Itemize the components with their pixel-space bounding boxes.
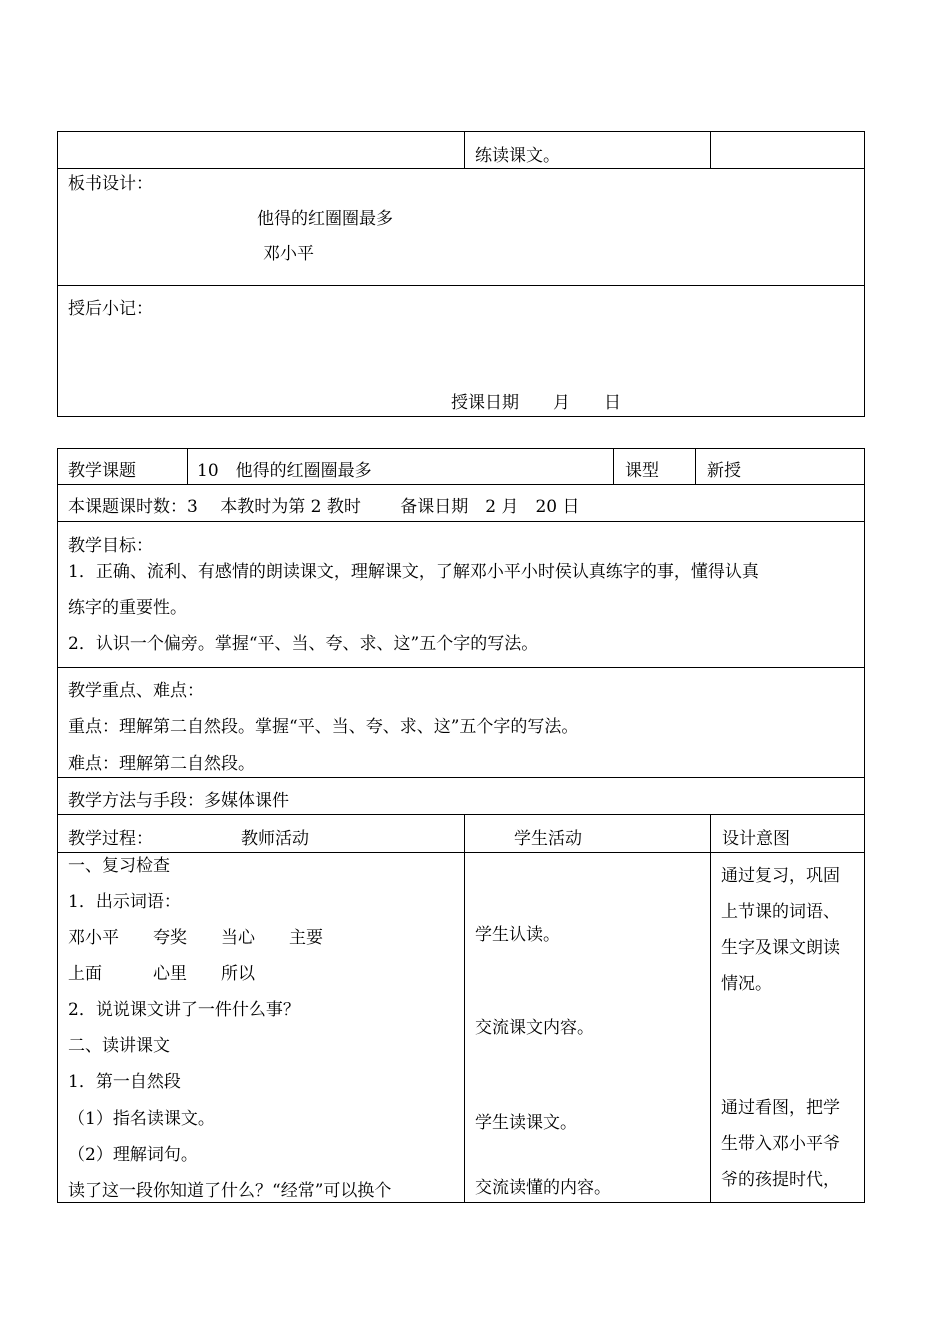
teacher-line: 1．出示词语： bbox=[68, 892, 181, 912]
teacher-line: 上面 心里 所以 bbox=[68, 964, 255, 984]
lesson-date: 授课日期 月 日 bbox=[451, 393, 621, 413]
key-point: 重点：理解第二自然段。掌握“平、当、夸、求、这”五个字的写法。 bbox=[68, 717, 579, 737]
keypoints-label: 教学重点、难点： bbox=[68, 681, 204, 701]
col-divider bbox=[710, 814, 711, 1203]
post-lesson-notes-label: 授后小记： bbox=[68, 299, 153, 319]
teacher-line: 1．第一自然段 bbox=[68, 1072, 181, 1092]
teacher-line: 2．说说课文讲了一件什么事？ bbox=[68, 1000, 300, 1020]
top-table-divider bbox=[710, 131, 711, 169]
teacher-line: 读了这一段你知道了什么？“经常”可以换个 bbox=[68, 1181, 392, 1201]
process-label: 教学过程： bbox=[68, 829, 153, 849]
student-line: 交流读懂的内容。 bbox=[475, 1178, 611, 1198]
intent-line: 通过复习，巩固 bbox=[721, 866, 840, 886]
student-line: 交流课文内容。 bbox=[475, 1018, 594, 1038]
lesson-type-label: 课型 bbox=[625, 461, 659, 481]
topic-label: 教学课题 bbox=[68, 461, 136, 481]
goal-line: 练字的重要性。 bbox=[68, 598, 187, 618]
difficult-point: 难点：理解第二自然段。 bbox=[68, 754, 255, 774]
goal-line: 2．认识一个偏旁。掌握“平、当、夸、求、这”五个字的写法。 bbox=[68, 634, 539, 654]
student-line: 学生读课文。 bbox=[475, 1113, 577, 1133]
intent-line: 通过看图，把学 bbox=[721, 1098, 840, 1118]
board-design-label: 板书设计： bbox=[68, 174, 153, 194]
col-divider bbox=[695, 448, 696, 485]
topic-value: 10 他得的红圈圈最多 bbox=[197, 461, 372, 481]
teacher-line: 二、读讲课文 bbox=[68, 1036, 170, 1056]
intent-line: 情况。 bbox=[721, 974, 772, 994]
board-design-title: 他得的红圈圈最多 bbox=[257, 209, 393, 229]
row-divider bbox=[57, 777, 865, 778]
goals-label: 教学目标： bbox=[68, 536, 153, 556]
top-table bbox=[57, 131, 865, 417]
col-divider bbox=[464, 814, 465, 1203]
student-line: 学生认读。 bbox=[475, 925, 560, 945]
teacher-line: 邓小平 夸奖 当心 主要 bbox=[68, 928, 323, 948]
top-table-divider bbox=[57, 168, 865, 169]
row-divider bbox=[57, 484, 865, 485]
row-divider bbox=[57, 521, 865, 522]
top-table-divider bbox=[464, 131, 465, 169]
goal-line: 1．正确、流利、有感情的朗读课文，理解课文，了解邓小平小时侯认真练字的事，懂得认真 bbox=[68, 562, 759, 582]
period-info: 本课题课时数：3 本教时为第 2 教时 备课日期 2 月 20 日 bbox=[68, 497, 580, 517]
teacher-line: （1）指名读课文。 bbox=[68, 1109, 215, 1129]
intent-line: 上节课的词语、 bbox=[721, 902, 840, 922]
lesson-type-value: 新授 bbox=[707, 461, 741, 481]
intent-line: 生字及课文朗读 bbox=[721, 938, 840, 958]
teacher-line: （2）理解词句。 bbox=[68, 1145, 198, 1165]
row-divider bbox=[57, 814, 865, 815]
board-design-name: 邓小平 bbox=[263, 244, 314, 264]
student-activity-header: 学生活动 bbox=[514, 829, 582, 849]
intent-line: 爷的孩提时代， bbox=[721, 1170, 840, 1190]
teacher-activity-header: 教师活动 bbox=[241, 829, 309, 849]
intent-line: 生带入邓小平爷 bbox=[721, 1134, 840, 1154]
row-divider bbox=[57, 852, 865, 853]
practice-reading-cell: 练读课文。 bbox=[475, 146, 560, 166]
design-intent-header: 设计意图 bbox=[722, 829, 790, 849]
row-divider bbox=[57, 667, 865, 668]
teaching-methods: 教学方法与手段：多媒体课件 bbox=[68, 791, 289, 811]
top-table-divider bbox=[57, 285, 865, 286]
col-divider bbox=[187, 448, 188, 485]
col-divider bbox=[613, 448, 614, 485]
teacher-line: 一、复习检查 bbox=[68, 856, 170, 876]
